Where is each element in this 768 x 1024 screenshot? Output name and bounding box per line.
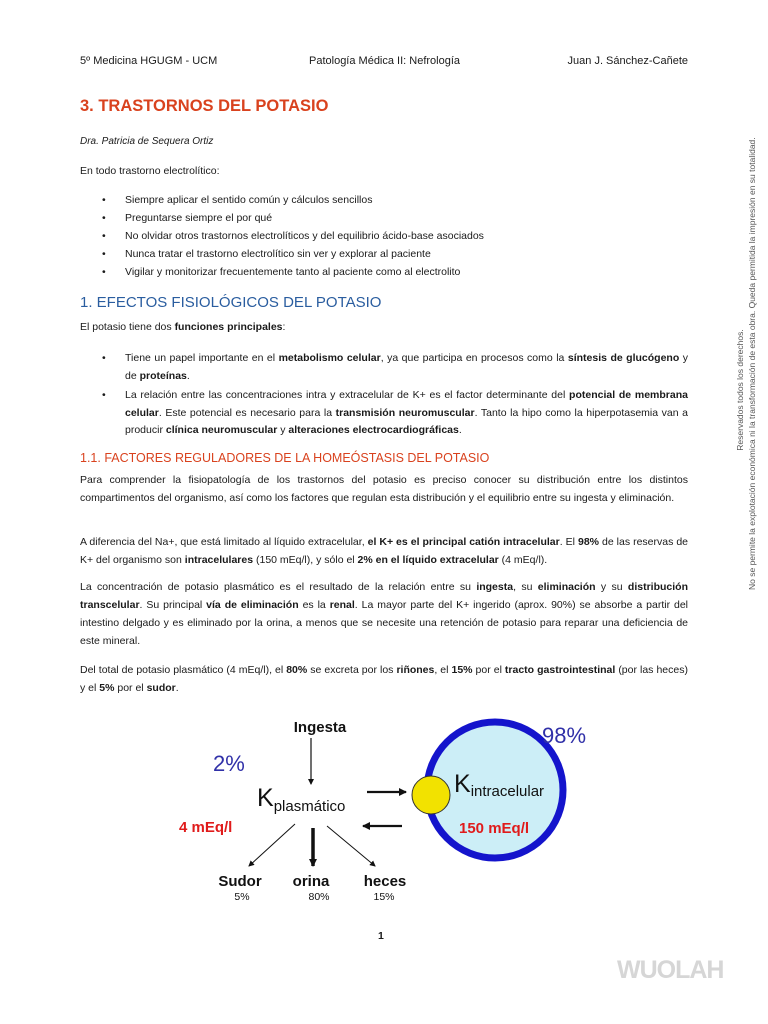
section-heading-physiology: 1. EFECTOS FISIOLÓGICOS DEL POTASIO — [80, 294, 382, 311]
list-item: • Nunca tratar el trastorno electrolítico sin ver y explorar al paciente — [80, 247, 688, 265]
paragraph-distribution: Para comprender la fisiopatología de los trastornos del potasio es preciso conocer su distribución entre los distintos compartimentos del organismo, así como los factores que regulan esta distribución y el equilibrio entre su ingesta y eliminación. — [80, 474, 688, 504]
paragraph-plasma-concentration: La concentración de potasio plasmático es el resultado de la relación entre su ingesta, su eliminación y su distribución transcelular. Su principal vía de eliminación es la renal. La mayor parte del K+ ingerido (aprox. 90%) se absorbe a partir del intestino delgado y es eliminado por la orina, a menos que se necesite una retención de potasio para reparar una deficiencia de este mineral. — [80, 581, 689, 647]
output-label-orina: orina — [292, 873, 330, 890]
list-item: • Tiene un papel importante en el metabolismo celular, ya que participa en procesos como la síntesis de glucógeno y de proteínas. — [80, 350, 688, 385]
list-item: • La relación entre las concentraciones intra y extracelular de K+ es el factor determinante del potencial de membrana celular. Este potencial es necesario para la transmisión neuromuscular. Tanto la hipo como la hiperpotasemia van a producir clínica neuromuscular y alteraciones electrocardiográficas. — [80, 387, 688, 440]
copyright-notice — [735, 137, 758, 590]
sodium-potassium-pump — [412, 776, 450, 814]
output-percent-orina: 80% — [308, 891, 330, 903]
intracellular-potassium-label: Kintracelular — [454, 770, 545, 800]
subsection-heading-homeostasis: 1.1. FACTORES REGULADORES DE LA HOMEÓSTASIS DEL POTASIO — [80, 451, 490, 465]
intracellular-percent: 98% — [542, 723, 587, 748]
extracellular-percent: 2% — [213, 751, 245, 776]
sweat-arrow — [249, 824, 295, 866]
page-number: 1 — [378, 930, 384, 942]
header-subject: Patología Médica II: Nefrología — [309, 55, 461, 67]
copyright-line-2: No se permite la explotación económica ni la transformación de esta obra. Queda permitida la impresión en su totalidad. — [746, 137, 757, 590]
wuolah-logo: WUOLAH — [617, 956, 724, 984]
intracellular-concentration: 150 mEq/l — [459, 820, 530, 837]
lecturer-name: Dra. Patricia de Sequera Ortiz — [80, 136, 214, 147]
output-label-sudor: Sudor — [218, 873, 262, 890]
intro-bullet-list — [80, 193, 688, 283]
chapter-title: 3. TRASTORNOS DEL POTASIO — [80, 97, 329, 115]
output-label-heces: heces — [363, 873, 407, 890]
list-item: • Vigilar y monitorizar frecuentemente tanto al paciente como al electrolito — [80, 265, 688, 283]
output-percent-heces: 15% — [373, 891, 395, 903]
ingesta-label: Ingesta — [293, 719, 347, 736]
page-header — [80, 55, 688, 69]
paragraph-excretion: Del total de potasio plasmático (4 mEq/l), el 80% se excreta por los riñones, el 15% por el tracto gastrointestinal (por las heces) y el 5% por el sudor. — [80, 664, 688, 694]
list-item: • Siempre aplicar el sentido común y cálculos sencillos — [80, 193, 688, 211]
copyright-line-1: Reservados todos los derechos. — [735, 329, 745, 451]
plasma-potassium-label: Kplasmático — [257, 784, 346, 815]
output-percent-sudor: 5% — [234, 891, 250, 903]
list-item: • Preguntarse siempre el por qué — [80, 211, 688, 229]
functions-intro: El potasio tiene dos funciones principales: — [80, 321, 286, 333]
functions-bullet-list — [80, 350, 688, 442]
header-course: 5º Medicina HGUGM - UCM — [80, 55, 218, 67]
potassium-distribution-diagram — [170, 712, 610, 912]
feces-arrow — [327, 826, 375, 866]
plasma-concentration: 4 mEq/l — [179, 819, 233, 836]
intro-text: En todo trastorno electrolítico: — [80, 165, 220, 177]
header-author: Juan J. Sánchez-Cañete — [567, 55, 688, 67]
list-item: • No olvidar otros trastornos electrolíticos y del equilibrio ácido-base asociados — [80, 229, 688, 247]
paragraph-intracellular: A diferencia del Na+, que está limitado al líquido extracelular, el K+ es el principal catión intracelular. El 98% de las reservas de K+ del organismo son intracelulares (150 mEq/l), y sólo el 2% en el líquido extracelular (4 mEq/l). — [80, 536, 688, 566]
